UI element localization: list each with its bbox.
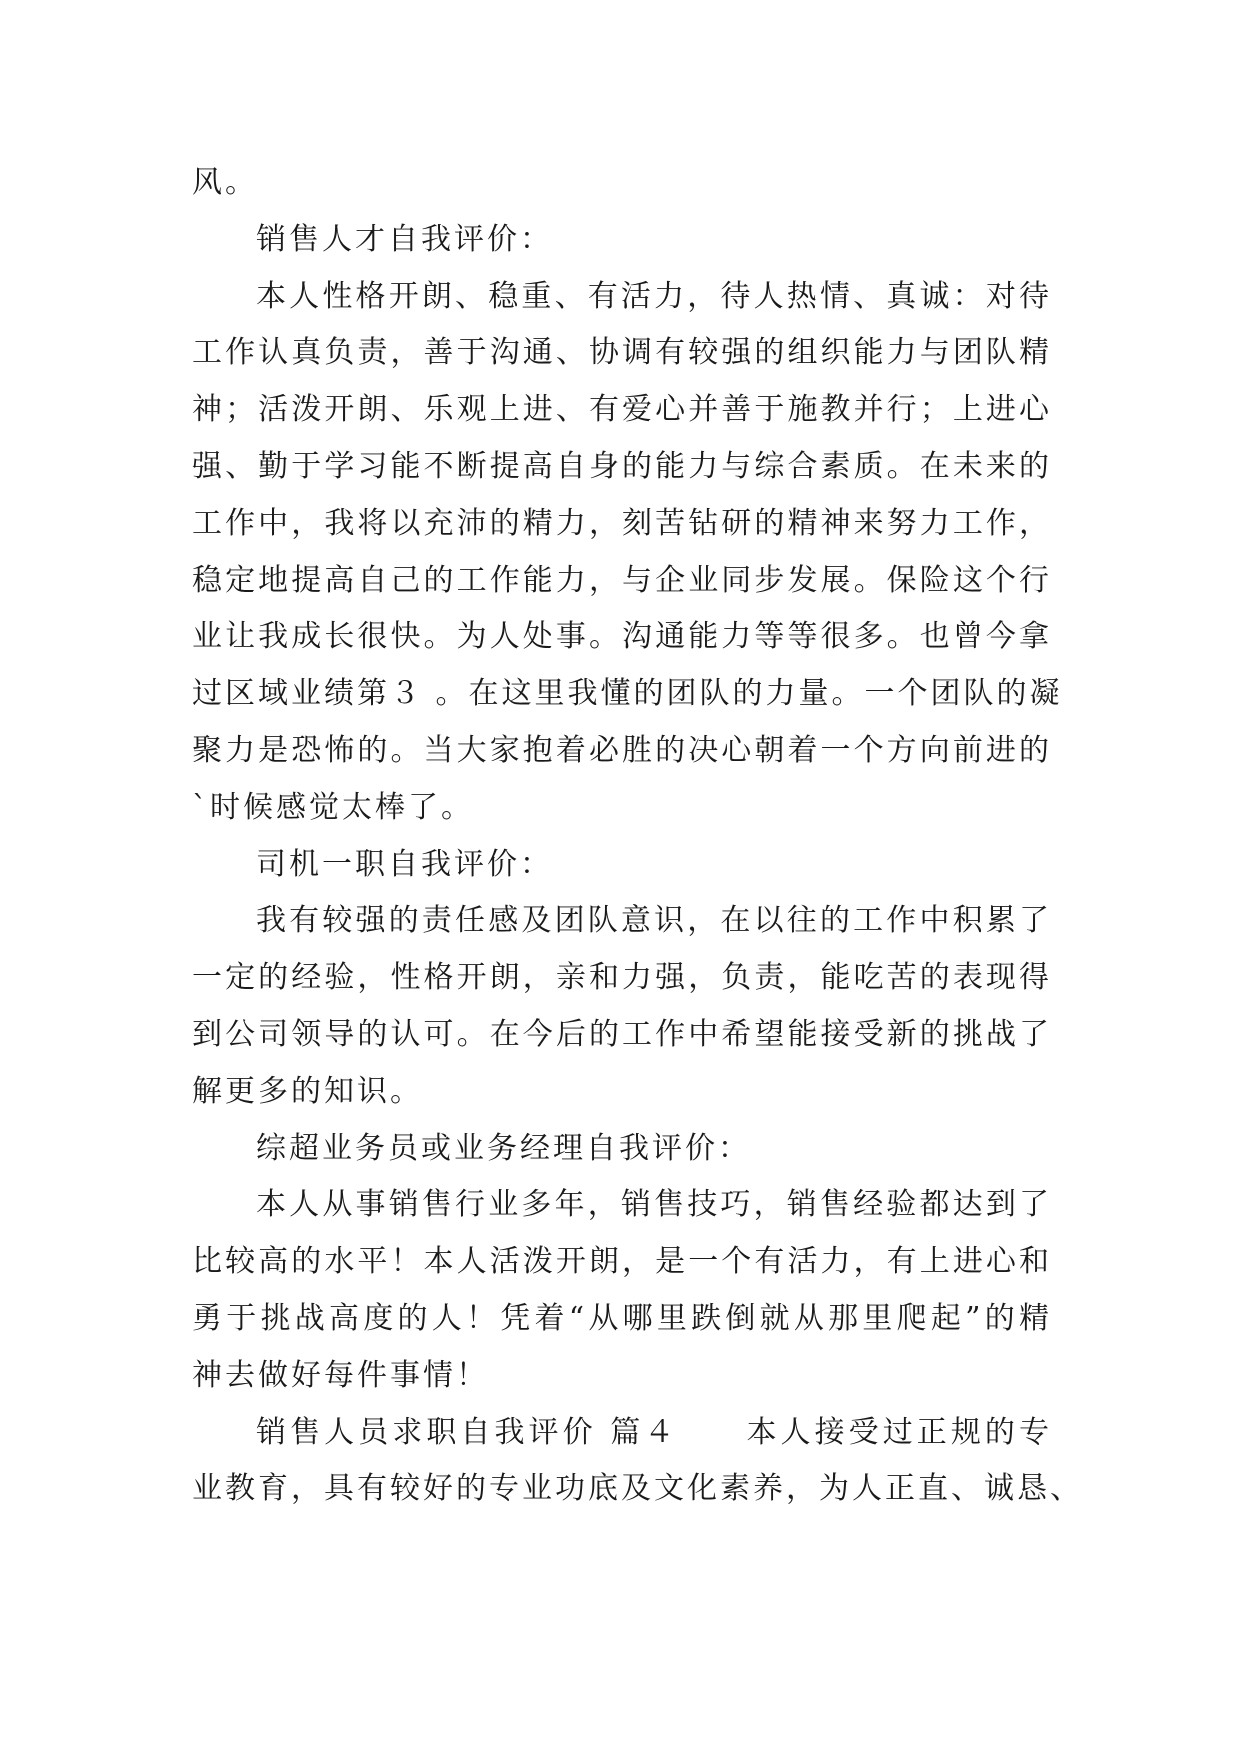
text-line: 神；活泼开朗、乐观上进、有爱心并善于施教并行；上进心: [192, 392, 1052, 428]
text-line: 解更多的知识。: [192, 1073, 423, 1109]
text-line: 比较高的水平！本人活泼开朗，是一个有活力，有上进心和: [192, 1244, 1052, 1280]
text-line: 本人性格开朗、稳重、有活力，待人热情、真诚：对待: [256, 278, 1052, 314]
text-line: 业教育，具有较好的专业功底及文化素养，为人正直、诚恳、: [192, 1471, 1083, 1507]
text-line: 我有较强的责任感及团队意识，在以往的工作中积累了: [256, 903, 1052, 939]
text-line: 强、勤于学习能不断提高自身的能力与综合素质。在未来的: [192, 448, 1052, 484]
text-line: 本人从事销售行业多年，销售技巧，销售经验都达到了: [256, 1187, 1052, 1223]
document-page: [192, 155, 1083, 1518]
text-line: 过区域业绩第３ 。在这里我懂的团队的力量。一个团队的凝: [192, 676, 1063, 712]
text-line: 一定的经验，性格开朗，亲和力强，负责，能吃苦的表现得: [192, 960, 1052, 996]
text-line: `时候感觉太棒了。: [192, 789, 474, 825]
text-line: 勇于挑战高度的人！凭着“从哪里跌倒就从那里爬起”的精: [192, 1300, 1052, 1336]
text-line: 司机一职自我评价：: [256, 846, 553, 882]
text-line: 风。: [192, 165, 258, 200]
text-line: 神去做好每件事情！: [192, 1357, 489, 1393]
text-line: 业让我成长很快。为人处事。沟通能力等等很多。也曾今拿: [192, 619, 1052, 655]
text-line: 综超业务员或业务经理自我评价：: [256, 1130, 751, 1166]
text-line: 到公司领导的认可。在今后的工作中希望能接受新的挑战了: [192, 1016, 1052, 1052]
text-line: 销售人员求职自我评价 篇４ 本人接受过正规的专: [256, 1414, 1052, 1450]
text-line: 稳定地提高自己的工作能力，与企业同步发展。保险这个行: [192, 562, 1052, 598]
text-line: 工作中，我将以充沛的精力，刻苦钻研的精神来努力工作，: [192, 505, 1052, 541]
text-line: 聚力是恐怖的。当大家抱着必胜的决心朝着一个方向前进的: [192, 732, 1052, 768]
text-line: 工作认真负责，善于沟通、协调有较强的组织能力与团队精: [192, 335, 1052, 371]
text-line: 销售人才自我评价：: [256, 221, 553, 257]
